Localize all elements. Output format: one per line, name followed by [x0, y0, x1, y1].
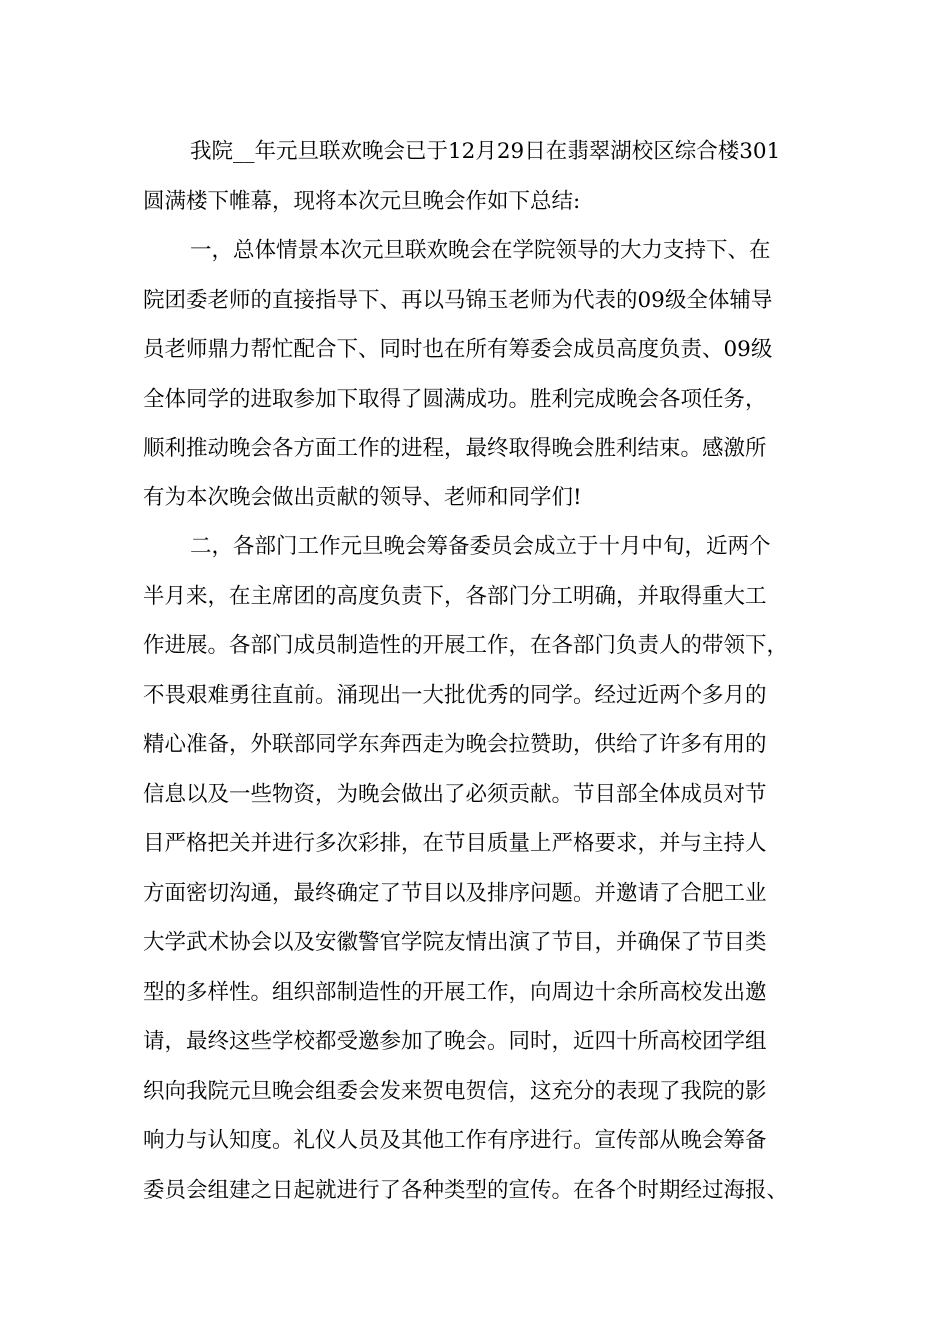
paragraph-2-line-6: 有为本次晚会做出贡献的领导、老师和同学们! — [143, 485, 582, 510]
paragraph-3-line-3: 作进展。各部门成员制造性的开展工作，在各部门负责人的带领下， — [143, 633, 789, 658]
paragraph-2-line-1: 一，总体情景本次元旦联欢晚会在学院领导的大力支持下、在 — [190, 238, 771, 263]
paragraph-3-line-8: 方面密切沟通，最终确定了节目以及排序问题。并邀请了合肥工业 — [143, 881, 767, 906]
paragraph-2-line-4: 全体同学的进取参加下取得了圆满成功。胜利完成晚会各项任务， — [143, 387, 767, 412]
paragraph-1-line-1: 我院__年元旦联欢晚会已于12月29日在翡翠湖校区综合楼301 — [190, 139, 781, 164]
paragraph-2-line-5: 顺利推动晚会各方面工作的进程，最终取得晚会胜利结束。感激所 — [143, 436, 767, 461]
paragraph-3-line-5: 精心准备，外联部同学东奔西走为晚会拉赞助，供给了许多有用的 — [143, 732, 767, 757]
paragraph-3-line-1: 二，各部门工作元旦晚会筹备委员会成立于十月中旬，近两个 — [190, 534, 771, 559]
paragraph-3-line-14: 委员会组建之日起就进行了各种类型的宣传。在各个时期经过海报、 — [143, 1178, 789, 1203]
paragraph-3-line-7: 目严格把关并进行多次彩排，在节目质量上严格要求，并与主持人 — [143, 831, 767, 856]
paragraph-3-line-12: 织向我院元旦晚会组委会发来贺电贺信，这充分的表现了我院的影 — [143, 1079, 767, 1104]
paragraph-3-line-2: 半月来，在主席团的高度负责下，各部门分工明确，并取得重大工 — [143, 584, 767, 609]
paragraph-1-line-2: 圆满楼下帷幕，现将本次元旦晚会作如下总结: — [143, 189, 581, 214]
paragraph-3-line-4: 不畏艰难勇往直前。涌现出一大批优秀的同学。经过近两个多月的 — [143, 683, 767, 708]
paragraph-3-line-13: 响力与认知度。礼仪人员及其他工作有序进行。宣传部从晚会筹备 — [143, 1128, 767, 1153]
paragraph-2-line-2: 院团委老师的直接指导下、再以马锦玉老师为代表的09级全体辅导 — [143, 288, 773, 313]
paragraph-3-line-11: 请，最终这些学校都受邀参加了晚会。同时，近四十所高校团学组 — [143, 1029, 767, 1054]
paragraph-3-line-10: 型的多样性。组织部制造性的开展工作，向周边十余所高校发出邀 — [143, 980, 767, 1005]
paragraph-2-line-3: 员老师鼎力帮忙配合下、同时也在所有筹委会成员高度负责、09级 — [143, 337, 773, 362]
paragraph-3-line-6: 信息以及一些物资，为晚会做出了必须贡献。节目部全体成员对节 — [143, 782, 767, 807]
paragraph-3-line-9: 大学武术协会以及安徽警官学院友情出演了节目，并确保了节目类 — [143, 930, 767, 955]
